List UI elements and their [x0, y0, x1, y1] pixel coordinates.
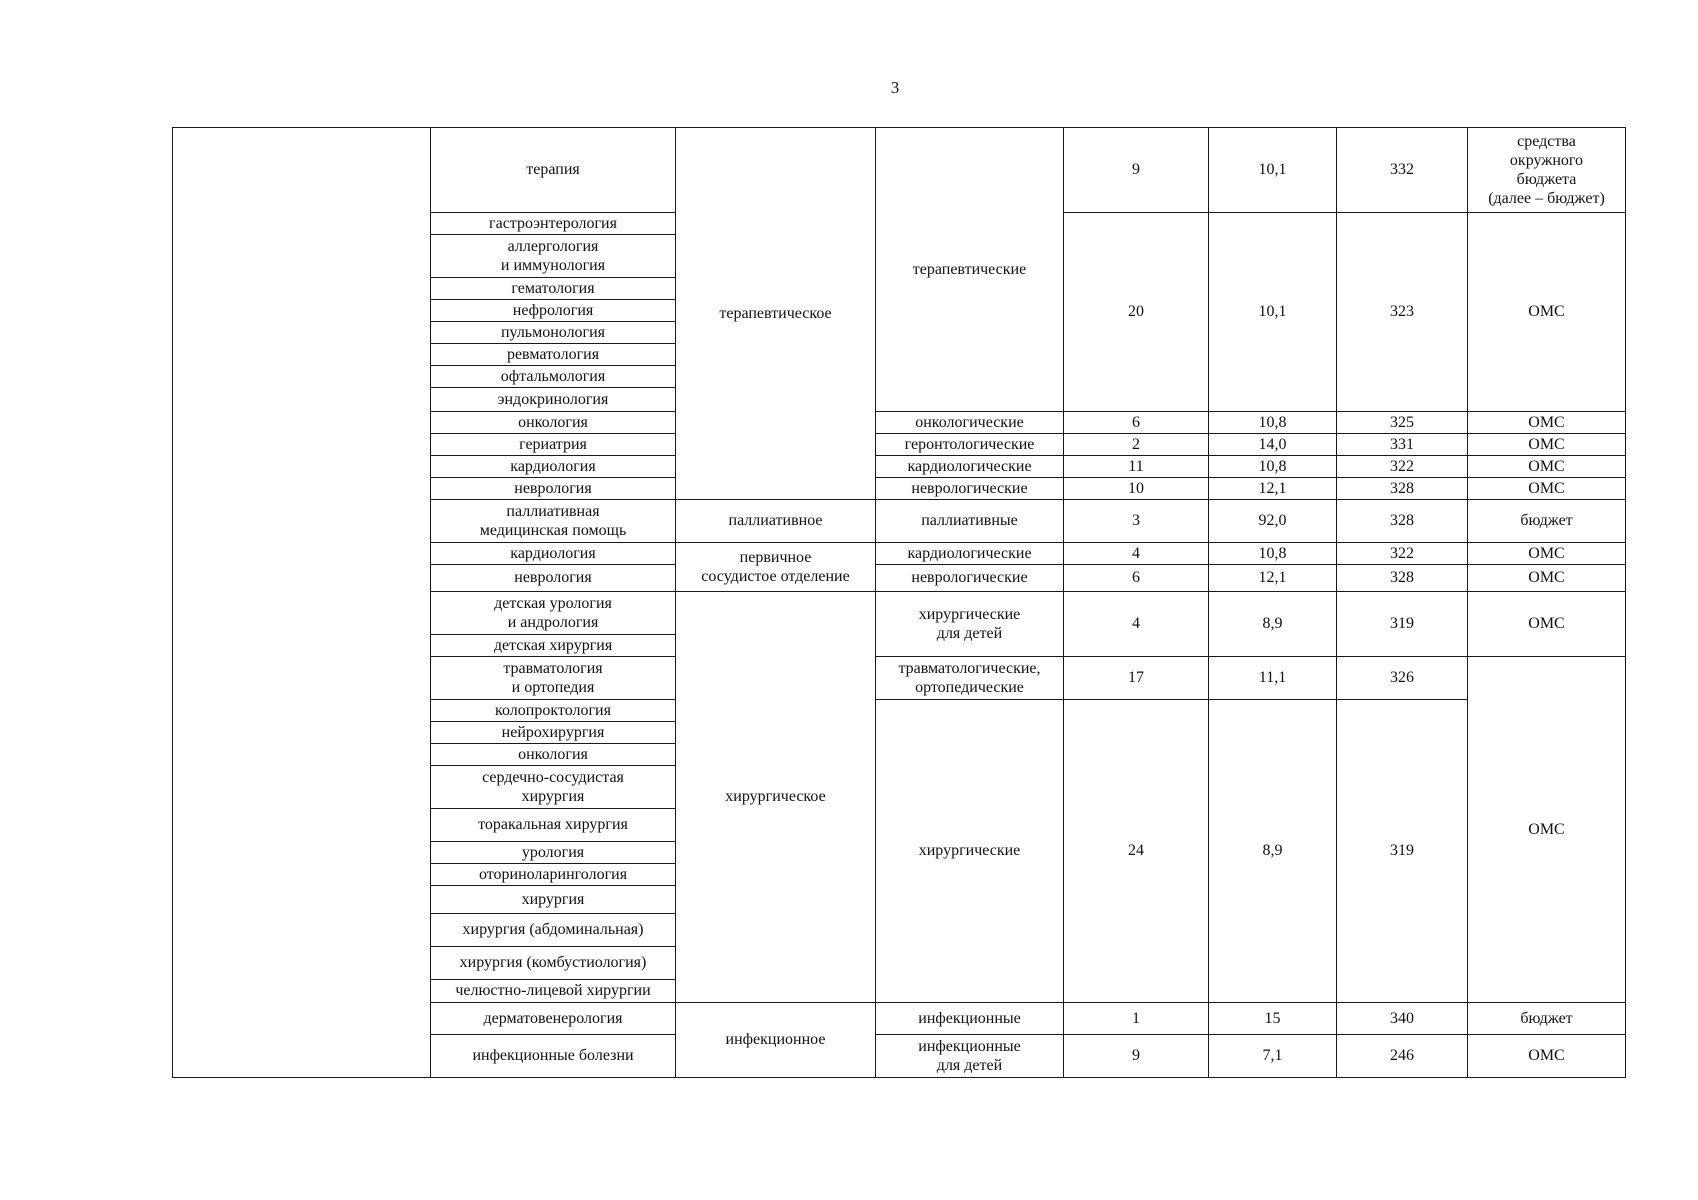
beds-profile-cell: неврологические [876, 478, 1064, 500]
funding-cell: ОМС [1468, 412, 1626, 434]
beds-profile-cell: инфекционные [876, 1003, 1064, 1035]
profile-cell: торакальная хирургия [431, 809, 676, 842]
funding-cell: бюджет [1468, 500, 1626, 543]
funding-cell: ОМС [1468, 213, 1626, 412]
beds-count-cell: 9 [1064, 1035, 1209, 1078]
page-number: 3 [890, 78, 900, 97]
beds-count-cell: 6 [1064, 565, 1209, 592]
work-days-cell: 328 [1337, 500, 1468, 543]
profile-cell: аллергология и иммунология [431, 235, 676, 278]
beds-profile-cell: кардиологические [876, 543, 1064, 565]
beds-count-cell: 2 [1064, 434, 1209, 456]
work-days-cell: 322 [1337, 456, 1468, 478]
profile-cell: эндокринология [431, 388, 676, 412]
work-days-cell: 331 [1337, 434, 1468, 456]
department-cell: первичное сосудистое отделение [676, 543, 876, 592]
department-cell: инфекционное [676, 1003, 876, 1078]
profile-cell: хирургия [431, 886, 676, 914]
funding-cell: ОМС [1468, 456, 1626, 478]
beds-table [172, 127, 1626, 1078]
beds-count-cell: 4 [1064, 543, 1209, 565]
profile-cell: оториноларингология [431, 864, 676, 886]
beds-count-cell: 17 [1064, 657, 1209, 700]
funding-cell: ОМС [1468, 565, 1626, 592]
funding-cell: средства окружного бюджета (далее – бюджет) [1468, 128, 1626, 213]
beds-profile-cell: неврологические [876, 565, 1064, 592]
beds-count-cell: 6 [1064, 412, 1209, 434]
funding-cell: ОМС [1468, 478, 1626, 500]
profile-cell: травматология и ортопедия [431, 657, 676, 700]
profile-cell: неврология [431, 565, 676, 592]
profile-cell: детская хирургия [431, 635, 676, 657]
profile-cell: сердечно-сосудистая хирургия [431, 766, 676, 809]
beds-profile-cell: паллиативные [876, 500, 1064, 543]
avg-stay-cell: 10,1 [1209, 128, 1337, 213]
beds-profile-cell: терапевтические [876, 128, 1064, 412]
beds-profile-cell: травматологические, ортопедические [876, 657, 1064, 700]
avg-stay-cell: 15 [1209, 1003, 1337, 1035]
profile-cell: урология [431, 842, 676, 864]
beds-count-cell: 4 [1064, 592, 1209, 657]
profile-cell: терапия [431, 128, 676, 213]
beds-count-cell: 24 [1064, 700, 1209, 1003]
work-days-cell: 319 [1337, 700, 1468, 1003]
work-days-cell: 340 [1337, 1003, 1468, 1035]
profile-cell: неврология [431, 478, 676, 500]
avg-stay-cell: 10,1 [1209, 213, 1337, 412]
profile-cell: онкология [431, 412, 676, 434]
avg-stay-cell: 10,8 [1209, 543, 1337, 565]
avg-stay-cell: 11,1 [1209, 657, 1337, 700]
avg-stay-cell: 10,8 [1209, 412, 1337, 434]
beds-profile-cell: онкологические [876, 412, 1064, 434]
profile-cell: гематология [431, 278, 676, 300]
funding-cell: ОМС [1468, 1035, 1626, 1078]
department-cell: хирургическое [676, 592, 876, 1003]
funding-cell: ОМС [1468, 434, 1626, 456]
profile-cell: гериатрия [431, 434, 676, 456]
profile-cell: офтальмология [431, 366, 676, 388]
profile-cell: инфекционные болезни [431, 1035, 676, 1078]
profile-cell: ревматология [431, 344, 676, 366]
beds-profile-cell: геронтологические [876, 434, 1064, 456]
beds-profile-cell: кардиологические [876, 456, 1064, 478]
work-days-cell: 325 [1337, 412, 1468, 434]
beds-count-cell: 9 [1064, 128, 1209, 213]
profile-cell: хирургия (абдоминальная) [431, 914, 676, 947]
funding-cell: бюджет [1468, 1003, 1626, 1035]
blank-column [173, 128, 431, 1078]
department-cell: паллиативное [676, 500, 876, 543]
beds-count-cell: 3 [1064, 500, 1209, 543]
beds-profile-cell: хирургические для детей [876, 592, 1064, 657]
avg-stay-cell: 92,0 [1209, 500, 1337, 543]
profile-cell: колопроктология [431, 700, 676, 722]
beds-count-cell: 11 [1064, 456, 1209, 478]
profile-cell: гастроэнтерология [431, 213, 676, 235]
beds-profile-cell: инфекционные для детей [876, 1035, 1064, 1078]
department-cell: терапевтическое [676, 128, 876, 500]
work-days-cell: 246 [1337, 1035, 1468, 1078]
beds-count-cell: 10 [1064, 478, 1209, 500]
work-days-cell: 319 [1337, 592, 1468, 657]
beds-count-cell: 1 [1064, 1003, 1209, 1035]
work-days-cell: 328 [1337, 478, 1468, 500]
table-row [173, 128, 1626, 213]
funding-cell: ОМС [1468, 592, 1626, 657]
avg-stay-cell: 10,8 [1209, 456, 1337, 478]
avg-stay-cell: 14,0 [1209, 434, 1337, 456]
profile-cell: челюстно-лицевой хирургии [431, 980, 676, 1003]
profile-cell: нефрология [431, 300, 676, 322]
beds-profile-cell: хирургические [876, 700, 1064, 1003]
work-days-cell: 328 [1337, 565, 1468, 592]
profile-cell: дерматовенерология [431, 1003, 676, 1035]
profile-cell: детская урология и андрология [431, 592, 676, 635]
profile-cell: паллиативная медицинская помощь [431, 500, 676, 543]
avg-stay-cell: 8,9 [1209, 592, 1337, 657]
funding-cell: ОМС [1468, 543, 1626, 565]
work-days-cell: 332 [1337, 128, 1468, 213]
avg-stay-cell: 12,1 [1209, 565, 1337, 592]
profile-cell: кардиология [431, 456, 676, 478]
profile-cell: хирургия (комбустиология) [431, 947, 676, 980]
work-days-cell: 322 [1337, 543, 1468, 565]
work-days-cell: 323 [1337, 213, 1468, 412]
avg-stay-cell: 12,1 [1209, 478, 1337, 500]
beds-count-cell: 20 [1064, 213, 1209, 412]
profile-cell: кардиология [431, 543, 676, 565]
avg-stay-cell: 8,9 [1209, 700, 1337, 1003]
avg-stay-cell: 7,1 [1209, 1035, 1337, 1078]
work-days-cell: 326 [1337, 657, 1468, 700]
funding-cell: ОМС [1468, 657, 1626, 1003]
profile-cell: нейрохирургия [431, 722, 676, 744]
profile-cell: онкология [431, 744, 676, 766]
profile-cell: пульмонология [431, 322, 676, 344]
